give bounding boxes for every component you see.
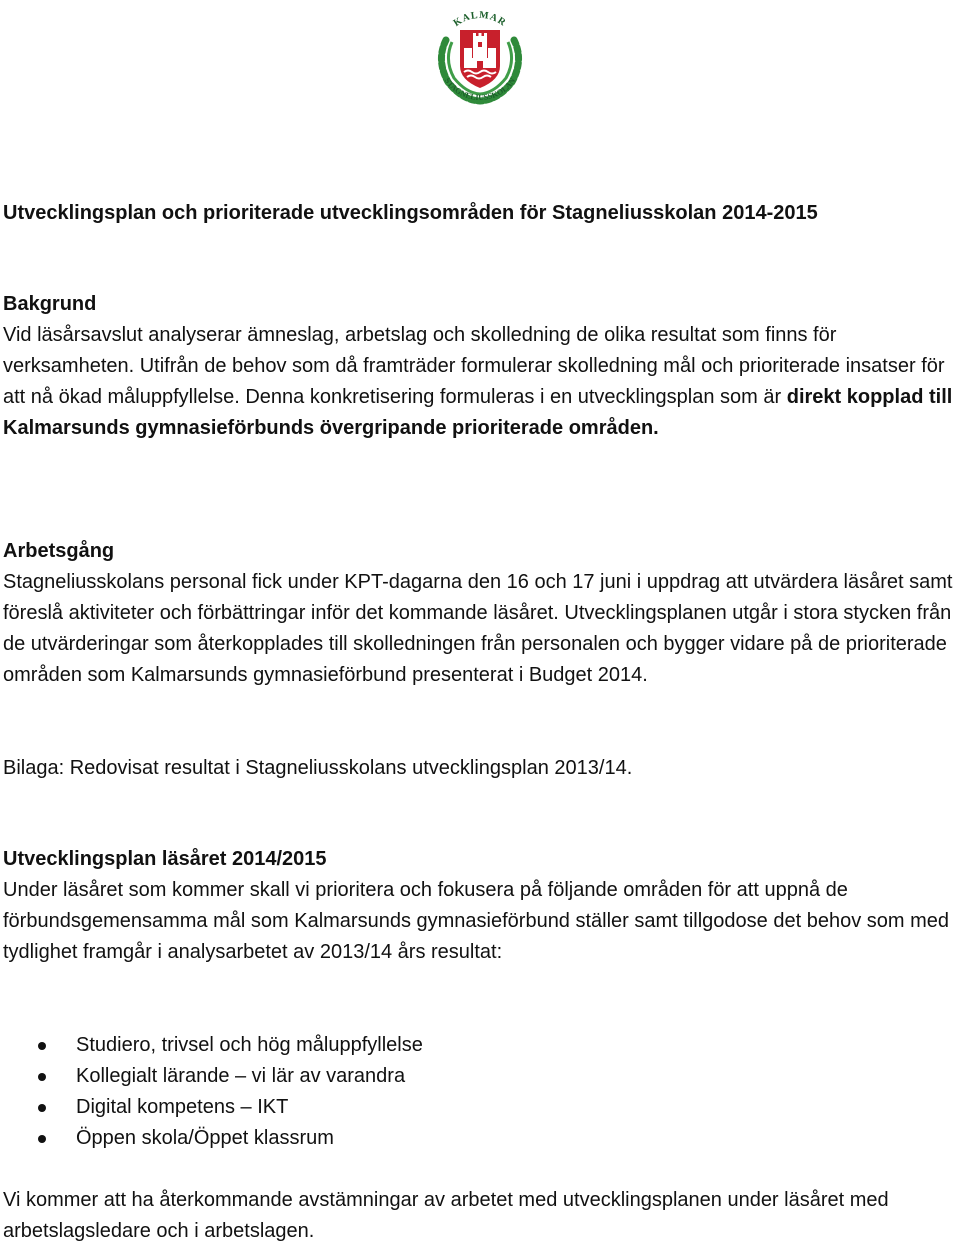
bakgrund-paragraph: [3, 320, 958, 444]
svg-text:KALMAR: KALMAR: [451, 9, 509, 29]
utvecklingsplan-paragraph: Under läsåret som kommer skall vi prioritera och fokusera på följande områden för att uppnå de förbundsgemensamma mål som Kalmarsunds gymnasieförbund ställer samt tillgodose det behov som med tydlighet framgår i analysarbetet av 2013/14 års resultat:: [3, 879, 950, 963]
bullet-icon: [38, 1135, 46, 1143]
list-item-text: Kollegialt lärande – vi lär av varandra: [76, 1065, 406, 1087]
bakgrund-bold-text: direkt kopplad till Kalmarsunds gymnasieförbunds övergripande prioriterade områden.: [3, 386, 953, 439]
school-logo: [426, 0, 534, 110]
bullet-icon: [38, 1042, 46, 1050]
list-item: [0, 1092, 423, 1123]
svg-text:STAGNELIUSSKOLAN: STAGNELIUSSKOLAN: [442, 76, 518, 103]
bilaga-text: Bilaga: Redovisat resultat i Stagneliusskolans utvecklingsplan 2013/14.: [3, 757, 633, 779]
bakgrund-text: Vid läsårsavslut analyserar ämneslag, arbetslag och skolledning de olika resultat som finns för verksamheten. Utifrån de behov som då framträder formulerar skolledning mål och prioriterade insatser för att nå ökad måluppfyllelse. Denna konkretisering formuleras i en utvecklingsplan som är: [3, 324, 945, 408]
list-item-text: Studiero, trivsel och hög måluppfyllelse: [76, 1034, 423, 1056]
list-item-text: Digital kompetens – IKT: [76, 1096, 289, 1118]
closing-text: Vi kommer att ha återkommande avstämningar av arbetet med utvecklingsplanen under läsåret med arbetslagsledare och i arbetslagen.: [3, 1189, 889, 1242]
list-item: [0, 1061, 423, 1092]
section-bakgrund: [3, 289, 958, 444]
section-bilaga: [3, 753, 958, 784]
page-title: Utvecklingsplan och prioriterade utvecklingsområden för Stagneliusskolan 2014-2015: [3, 202, 818, 224]
arbetsgang-paragraph: Stagneliusskolans personal fick under KPT-dagarna den 16 och 17 juni i uppdrag att utvärdera läsåret samt föreslå aktiviteter och förbättringar inför det kommande läsåret. Utvecklingsplanen utgår i stora stycken från de utvärderingar som återkopplades till skolledningen från personalen och bygger vidare på de prioriterade områden som Kalmarsunds gymnasieförbund presenterat i Budget 2014.: [3, 571, 953, 686]
bullet-icon: [38, 1073, 46, 1081]
section-closing: [3, 1185, 958, 1247]
kalmar-castle-crest-icon: [426, 0, 534, 110]
bullet-icon: [38, 1104, 46, 1112]
list-item: [0, 1123, 423, 1154]
list-item-text: Öppen skola/Öppet klassrum: [76, 1127, 334, 1149]
section-utvecklingsplan: [3, 844, 958, 968]
section-arbetsgang: [3, 536, 958, 691]
priority-list: [0, 1030, 423, 1154]
utvecklingsplan-heading: Utvecklingsplan läsåret 2014/2015: [3, 848, 327, 870]
arbetsgang-heading: Arbetsgång: [3, 540, 115, 562]
list-item: [0, 1030, 423, 1061]
bakgrund-heading: Bakgrund: [3, 293, 97, 315]
